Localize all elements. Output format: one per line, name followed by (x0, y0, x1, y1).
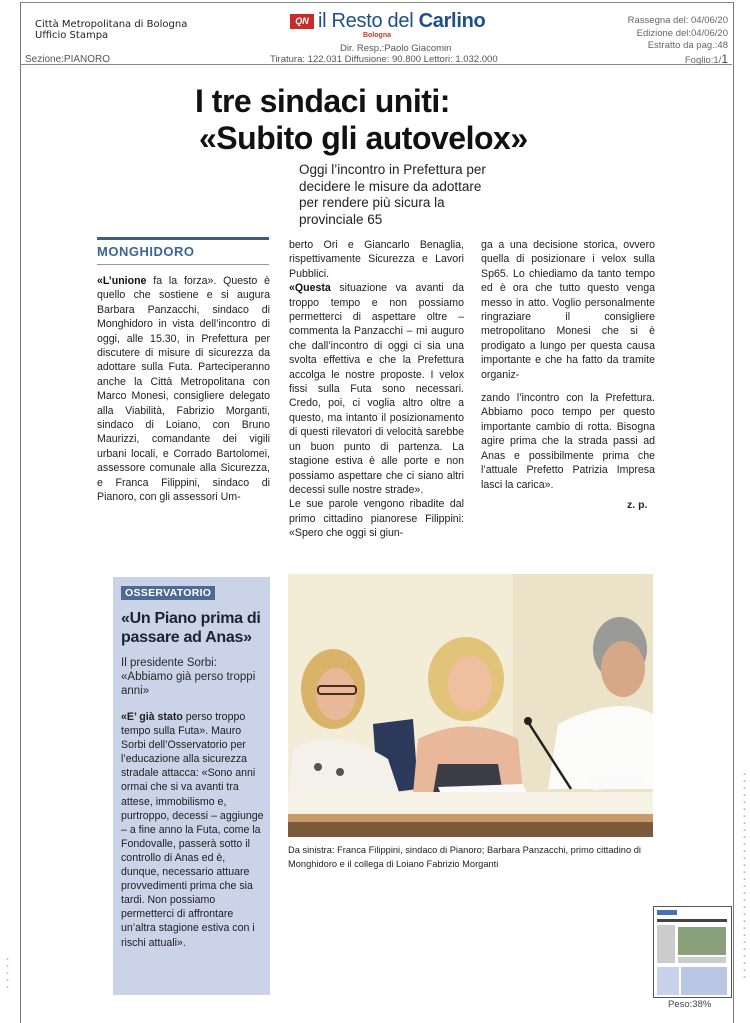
sidebar-body: «E’ già stato perso troppo tempo sulla Futa». Mauro Sorbi dell’Osservatorio per l’educazione alla sicurezza stradale attacca: «Sono anni ormai che si va avanti tra attese, immobilismo e, purtroppo, decessi – aggiunge – a fine anno la Futa, come la Fondovalle, passerà sotto il controllo di Anas ed è, dunque, necessario attuare provvedimenti prima che sia tardi. Non possiamo permetterci di affrontare un’altra stagione estiva con i rischi attuali». (121, 711, 264, 949)
article-subheadline: Oggi l’incontro in Prefettura per decidere le misure da adottare per rendere più sicura la provinciale 65 (299, 162, 486, 227)
rassegna-date: Rassegna del: 04/06/20 (627, 15, 728, 26)
rubric-divider (97, 264, 269, 265)
review-metadata (628, 15, 728, 67)
weight-label: Peso:38% (668, 999, 712, 1010)
photo-three-mayors (288, 574, 653, 837)
photo-caption: Da sinistra: Franca Filippini, sindaco di Pianoro; Barbara Panzacchi, primo cittadino di Monghidoro e il collega di Loiano Fabrizio Morganti (288, 845, 641, 869)
org-line-2: Ufficio Stampa (35, 30, 109, 41)
headline-line-2: «Subito gli autovelox» (199, 120, 528, 156)
newspaper-logo (290, 10, 485, 32)
copyright-vertical-note: ▪▪▪▪▪▪▪▪▪▪▪▪▪▪▪▪▪▪▪▪▪▪▪▪▪▪▪▪▪▪ (741, 770, 748, 980)
press-review-header (20, 2, 732, 65)
author-signature: z. p. (627, 499, 648, 511)
page-code-vertical: ▪▪▪▪▪ (4, 955, 11, 990)
article-column-3: ga a una decisione storica, ovvero quella di posizionare i velox sulla Sp65. Lo chiediamo da tanto tempo ed è ora che tutto questo venga messo in atto. Voglio personalmente ringraziare il consigliere metropolitano Monesi che si è prodigato a lungo per questa causa importante e che ha fatto da tramite organiz- zando l’incontro con la Prefettura. Abbiamo poco tempo per questo importante cambio di rotta. Bisogna agire prima che la strada passi ad Anas e possibilmente prima che l’attuale Prefetto Patrizia Impresa lasci la carica». (481, 239, 655, 491)
director-line: Dir. Resp.:Paolo Giacomin (340, 43, 452, 54)
section-label: Sezione:PIANORO (25, 54, 111, 65)
foglio: Foglio:1/1 (684, 51, 728, 66)
sidebar-subtitle: Il presidente Sorbi: «Abbiamo già perso troppi anni» (121, 657, 256, 697)
org-line-1: Città Metropolitana di Bologna (35, 19, 188, 30)
circulation-line: Tiratura: 122.031 Diffusione: 90.800 Lettori: 1.032.000 (270, 54, 498, 65)
article-column-1: «L’unione fa la forza». Questo è quello che sostiene e si augura Barbara Panzacchi, sindaco di Monghidoro in vista dell’incontro di oggi, alle 15.30, in Prefettura per discutere di misure di sicurezza da adottare sulla Futa. Parteciperanno anche la Città Metropolitana con Marco Monesi, consigliere delegato alla Viabilità, Fabrizio Morganti, sindaco di Loiano, con Bruno Maurizzi, comandante dei vigili urbani locali, e Corrado Bartolomei, assessore comunale alla Sicurezza, e Franca Filippini, sindaco di Pianoro, con gli assessori Um- (97, 275, 270, 504)
rubric-bar (97, 237, 269, 240)
logo-edition: Bologna (363, 32, 391, 39)
organization-name (35, 19, 187, 41)
sidebar-tag: OSSERVATORIO (121, 586, 215, 600)
estratto-page: Estratto da pag.:48 (647, 40, 728, 51)
article-column-2: berto Ori e Giancarlo Benaglia, rispettivamente Sicurezza e Lavori Pubblici. «Questa situazione va avanti da troppo tempo e non possiamo permetterci di aspettare oltre – commenta la Panzacchi – mi auguro che dall’incontro di oggi ci sia una svolta effettiva e che la Prefettura accolga le nostre proposte. I velox fissi sulla Futa sono necessari. Credo, poi, ci voglia altro oltre a questo, ma intanto il posizionamento di questi rilevatori di velocità sarebbe un buon punto di partenza. La stagione estiva è alle porte e non possiamo aspettare che ci siano altri decessi sulle nostre strade». Le sue parole vengono ribadite dal primo cittadino pianorese Filippini: «Spero che oggi si giun- (289, 239, 464, 540)
qn-logo-icon: QN (290, 14, 314, 29)
sidebar-title: «Un Piano prima di passare ad Anas» (121, 610, 261, 646)
edizione-date: Edizione del:04/06/20 (636, 27, 728, 39)
headline-line-1: I tre sindaci uniti: (195, 83, 450, 119)
article-headline (195, 83, 528, 157)
page-thumbnail (653, 906, 732, 998)
article-photo (288, 574, 653, 837)
sidebar-box-osservatorio (113, 577, 270, 995)
rubric-label: MONGHIDORO (97, 244, 195, 259)
thumbnail-preview-icon (654, 907, 731, 997)
logo-text: il Resto del Carlino (318, 9, 486, 32)
